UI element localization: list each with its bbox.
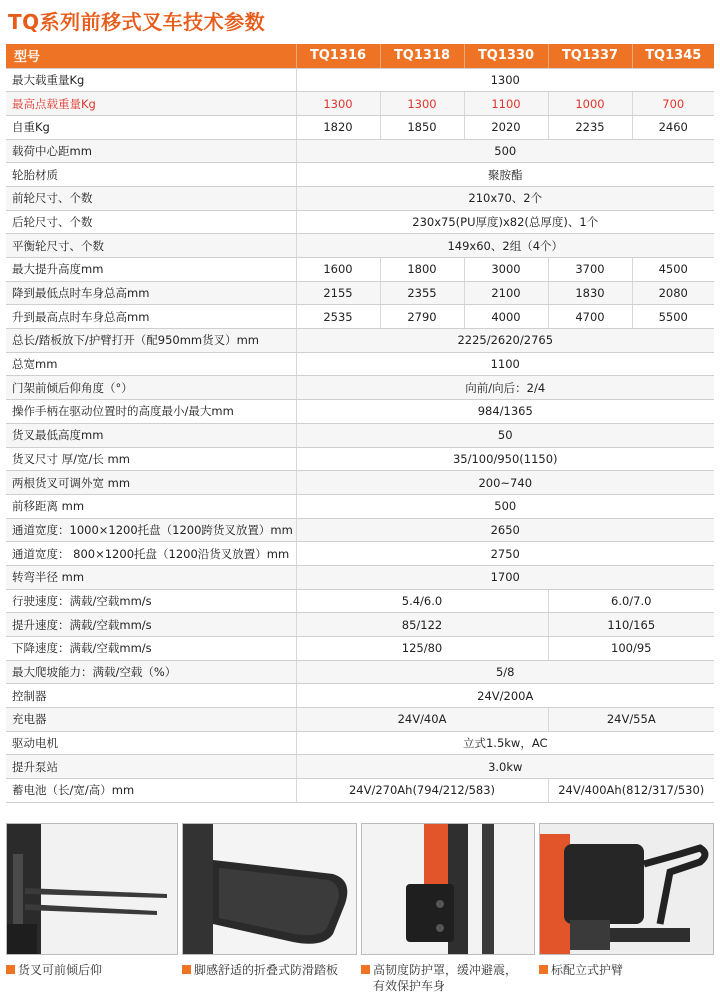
spec-value: 2460 xyxy=(632,115,714,139)
table-row xyxy=(6,494,714,518)
spec-value: 230x75(PU厚度)x82(总厚度)、1个 xyxy=(296,210,714,234)
spec-label: 降到最低点时车身总高mm xyxy=(6,281,296,305)
spec-value: 1830 xyxy=(548,281,632,305)
spec-value: 1300 xyxy=(380,92,464,116)
header-model-label: 型号 xyxy=(6,44,296,68)
spec-label: 最大爬坡能力：满载/空载（%） xyxy=(6,660,296,684)
table-row xyxy=(6,234,714,258)
table-row xyxy=(6,352,714,376)
spec-value: 24V/400Ah(812/317/530) xyxy=(548,779,714,803)
spec-value: 1100 xyxy=(296,352,714,376)
table-header-row xyxy=(6,44,714,68)
spec-value: 2535 xyxy=(296,305,380,329)
spec-value: 1300 xyxy=(296,92,380,116)
table-row xyxy=(6,68,714,92)
caption-protective-cover xyxy=(361,962,517,994)
spec-label: 后轮尺寸、个数 xyxy=(6,210,296,234)
spec-value: 85/122 xyxy=(296,613,548,637)
spec-value: 200~740 xyxy=(296,471,714,495)
spec-value: 24V/55A xyxy=(548,708,714,732)
spec-value: 50 xyxy=(296,423,714,447)
table-row xyxy=(6,400,714,424)
header-model: TQ1337 xyxy=(548,44,632,68)
spec-value: 110/165 xyxy=(548,613,714,637)
spec-value: 210x70、2个 xyxy=(296,186,714,210)
table-row xyxy=(6,660,714,684)
caption-folding-pedal xyxy=(182,962,338,978)
photo-protective-cover xyxy=(361,823,535,955)
spec-label: 自重Kg xyxy=(6,115,296,139)
spec-table-body xyxy=(6,68,714,802)
caption-line: 有效保护车身 xyxy=(373,979,446,993)
spec-label: 轮胎材质 xyxy=(6,163,296,187)
spec-label: 提升泵站 xyxy=(6,755,296,779)
spec-value: 立式1.5kw，AC xyxy=(296,731,714,755)
photo-tilting-forks xyxy=(6,823,178,955)
spec-value: 2100 xyxy=(464,281,548,305)
spec-label: 货叉尺寸 厚/宽/长 mm xyxy=(6,447,296,471)
spec-label: 平衡轮尺寸、个数 xyxy=(6,234,296,258)
page-title: TQ系列前移式叉车技术参数 xyxy=(8,10,266,34)
spec-value: 1800 xyxy=(380,258,464,282)
table-row xyxy=(6,139,714,163)
bullet-square-icon xyxy=(6,965,15,974)
spec-value: 500 xyxy=(296,494,714,518)
table-row xyxy=(6,565,714,589)
bullet-square-icon xyxy=(539,965,548,974)
table-row xyxy=(6,92,714,116)
table-row xyxy=(6,731,714,755)
spec-label: 两根货叉可调外宽 mm xyxy=(6,471,296,495)
table-row xyxy=(6,281,714,305)
spec-value: 3000 xyxy=(464,258,548,282)
spec-value: 500 xyxy=(296,139,714,163)
photo-arm-guard xyxy=(539,823,714,955)
spec-value: 24V/270Ah(794/212/583) xyxy=(296,779,548,803)
table-row xyxy=(6,447,714,471)
spec-value: 2225/2620/2765 xyxy=(296,329,714,353)
spec-value: 2650 xyxy=(296,518,714,542)
caption-line: 脚感舒适的折叠式防滑踏板 xyxy=(194,963,339,977)
spec-label: 充电器 xyxy=(6,708,296,732)
table-row xyxy=(6,613,714,637)
spec-label: 总宽mm xyxy=(6,352,296,376)
spec-value: 125/80 xyxy=(296,637,548,661)
table-row xyxy=(6,163,714,187)
spec-value: 6.0/7.0 xyxy=(548,589,714,613)
spec-value: 4500 xyxy=(632,258,714,282)
header-model: TQ1318 xyxy=(380,44,464,68)
spec-label: 提升速度：满载/空载mm/s xyxy=(6,613,296,637)
table-row xyxy=(6,186,714,210)
table-row xyxy=(6,471,714,495)
spec-label: 最大载重量Kg xyxy=(6,68,296,92)
bullet-square-icon xyxy=(182,965,191,974)
spec-value: 1850 xyxy=(380,115,464,139)
spec-value: 4000 xyxy=(464,305,548,329)
arm-guard-illustration xyxy=(540,824,714,955)
table-row xyxy=(6,542,714,566)
spec-value: 700 xyxy=(632,92,714,116)
table-row xyxy=(6,518,714,542)
table-row xyxy=(6,779,714,803)
forks-illustration xyxy=(7,824,178,955)
table-row xyxy=(6,115,714,139)
spec-label: 门架前倾后仰角度（°） xyxy=(6,376,296,400)
spec-value: 1300 xyxy=(296,68,714,92)
spec-label: 前轮尺寸、个数 xyxy=(6,186,296,210)
spec-label: 最大提升高度mm xyxy=(6,258,296,282)
spec-label: 总长/踏板放下/护臂打开（配950mm货叉）mm xyxy=(6,329,296,353)
spec-value: 24V/40A xyxy=(296,708,548,732)
spec-label: 载荷中心距mm xyxy=(6,139,296,163)
spec-label: 通道宽度：1000×1200托盘（1200跨货叉放置）mm xyxy=(6,518,296,542)
spec-label: 控制器 xyxy=(6,684,296,708)
table-row xyxy=(6,258,714,282)
spec-value: 5.4/6.0 xyxy=(296,589,548,613)
header-model: TQ1330 xyxy=(464,44,548,68)
caption-tilting-forks xyxy=(6,962,102,978)
spec-label: 转弯半径 mm xyxy=(6,565,296,589)
spec-label: 蓄电池（长/宽/高）mm xyxy=(6,779,296,803)
table-row xyxy=(6,305,714,329)
table-row xyxy=(6,376,714,400)
table-row xyxy=(6,589,714,613)
spec-value: 2080 xyxy=(632,281,714,305)
spec-value: 1700 xyxy=(296,565,714,589)
spec-value: 149x60、2组（4个） xyxy=(296,234,714,258)
spec-value: 2750 xyxy=(296,542,714,566)
spec-label: 操作手柄在驱动位置时的高度最小/最大mm xyxy=(6,400,296,424)
header-model: TQ1345 xyxy=(632,44,714,68)
bullet-square-icon xyxy=(361,965,370,974)
table-row xyxy=(6,329,714,353)
spec-value: 2155 xyxy=(296,281,380,305)
photo-folding-pedal xyxy=(182,823,357,955)
spec-value: 35/100/950(1150) xyxy=(296,447,714,471)
spec-value: 聚胺酯 xyxy=(296,163,714,187)
spec-value: 984/1365 xyxy=(296,400,714,424)
spec-label: 驱动电机 xyxy=(6,731,296,755)
spec-value: 5500 xyxy=(632,305,714,329)
spec-value: 1000 xyxy=(548,92,632,116)
table-row xyxy=(6,708,714,732)
cover-illustration xyxy=(362,824,535,955)
spec-value: 2790 xyxy=(380,305,464,329)
header-model: TQ1316 xyxy=(296,44,380,68)
spec-label: 行驶速度：满载/空载mm/s xyxy=(6,589,296,613)
spec-label: 通道宽度： 800×1200托盘（1200沿货叉放置）mm xyxy=(6,542,296,566)
caption-line: 货叉可前倾后仰 xyxy=(18,963,103,977)
table-row xyxy=(6,755,714,779)
spec-value: 3.0kw xyxy=(296,755,714,779)
table-row xyxy=(6,684,714,708)
spec-value: 4700 xyxy=(548,305,632,329)
caption-line: 高韧度防护罩，缓冲避震， xyxy=(373,963,518,977)
table-row xyxy=(6,210,714,234)
spec-value: 24V/200A xyxy=(296,684,714,708)
spec-value: 1820 xyxy=(296,115,380,139)
spec-label: 升到最高点时车身总高mm xyxy=(6,305,296,329)
spec-value: 1600 xyxy=(296,258,380,282)
table-row xyxy=(6,423,714,447)
spec-value: 2235 xyxy=(548,115,632,139)
spec-value: 5/8 xyxy=(296,660,714,684)
spec-label: 货叉最低高度mm xyxy=(6,423,296,447)
spec-value: 向前/向后：2/4 xyxy=(296,376,714,400)
spec-value: 100/95 xyxy=(548,637,714,661)
spec-value: 3700 xyxy=(548,258,632,282)
caption-arm-guard xyxy=(539,962,623,978)
spec-value: 1100 xyxy=(464,92,548,116)
spec-label: 最高点载重量Kg xyxy=(6,92,296,116)
pedal-illustration xyxy=(183,824,357,955)
table-row xyxy=(6,637,714,661)
spec-table xyxy=(6,44,714,803)
spec-label: 前移距离 mm xyxy=(6,494,296,518)
spec-value: 2020 xyxy=(464,115,548,139)
spec-label: 下降速度：满载/空载mm/s xyxy=(6,637,296,661)
caption-line: 标配立式护臂 xyxy=(551,963,624,977)
spec-value: 2355 xyxy=(380,281,464,305)
